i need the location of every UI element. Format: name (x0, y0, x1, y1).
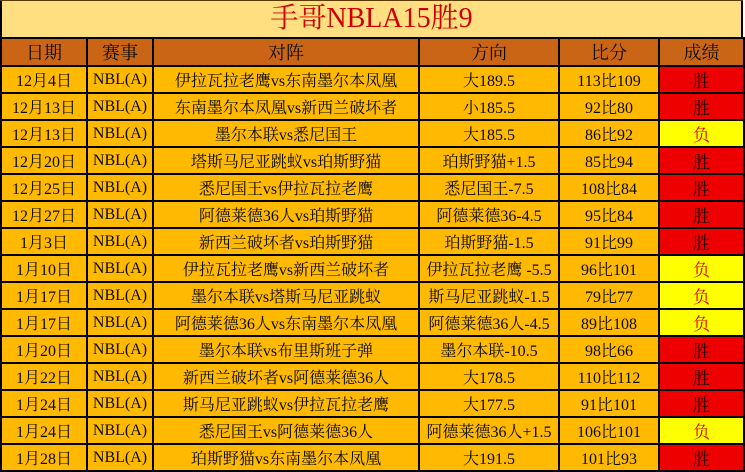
cell-matchup: 阿德莱德36人vs珀斯野猫 (153, 201, 419, 228)
table-row (1, 444, 744, 471)
cell-event: NBL(A) (87, 201, 153, 228)
cell-direction: 大177.5 (419, 390, 559, 417)
cell-matchup: 悉尼国王vs阿德莱德36人 (153, 417, 419, 444)
cell-event: NBL(A) (87, 390, 153, 417)
cell-score: 91比101 (559, 390, 659, 417)
cell-matchup: 墨尔本联vs布里斯班子弹 (153, 336, 419, 363)
cell-matchup: 斯马尼亚跳蚁vs伊拉瓦拉老鹰 (153, 390, 419, 417)
cell-direction: 珀斯野猫+1.5 (419, 147, 559, 174)
cell-event: NBL(A) (87, 282, 153, 309)
cell-score: 98比66 (559, 336, 659, 363)
cell-score: 108比84 (559, 174, 659, 201)
cell-date: 1月20日 (1, 336, 87, 363)
col-header-date: 日期 (1, 38, 87, 66)
cell-direction: 伊拉瓦拉老鹰 -5.5 (419, 255, 559, 282)
cell-event: NBL(A) (87, 255, 153, 282)
cell-date: 12月27日 (1, 201, 87, 228)
cell-date: 1月28日 (1, 444, 87, 471)
table-row (1, 336, 744, 363)
cell-event: NBL(A) (87, 93, 153, 120)
table-row (1, 201, 744, 228)
cell-direction: 悉尼国王-7.5 (419, 174, 559, 201)
cell-date: 1月22日 (1, 363, 87, 390)
cell-event: NBL(A) (87, 174, 153, 201)
table-row (1, 66, 744, 93)
cell-event: NBL(A) (87, 228, 153, 255)
cell-score: 101比93 (559, 444, 659, 471)
page-title: 手哥NBLA15胜9 (0, 1, 743, 37)
cell-direction: 大185.5 (419, 120, 559, 147)
cell-score: 106比101 (559, 417, 659, 444)
cell-date: 1月3日 (1, 228, 87, 255)
cell-result: 负 (659, 282, 744, 309)
cell-direction: 大191.5 (419, 444, 559, 471)
cell-date: 1月17日 (1, 282, 87, 309)
table-row (1, 390, 744, 417)
cell-direction: 阿德莱德36-4.5 (419, 201, 559, 228)
table-row (1, 255, 744, 282)
header-row (1, 38, 744, 66)
cell-matchup: 阿德莱德36人vs东南墨尔本凤凰 (153, 309, 419, 336)
cell-result: 胜 (659, 228, 744, 255)
cell-direction: 阿德莱德36人+1.5 (419, 417, 559, 444)
cell-matchup: 墨尔本联vs塔斯马尼亚跳蚁 (153, 282, 419, 309)
cell-event: NBL(A) (87, 120, 153, 147)
cell-event: NBL(A) (87, 363, 153, 390)
cell-date: 12月4日 (1, 66, 87, 93)
cell-score: 95比84 (559, 201, 659, 228)
col-header-event: 赛事 (87, 38, 153, 66)
cell-direction: 小185.5 (419, 93, 559, 120)
cell-score: 110比112 (559, 363, 659, 390)
cell-date: 12月13日 (1, 120, 87, 147)
cell-score: 89比108 (559, 309, 659, 336)
cell-result: 胜 (659, 201, 744, 228)
col-header-matchup: 对阵 (153, 38, 419, 66)
cell-result: 负 (659, 120, 744, 147)
cell-date: 1月24日 (1, 417, 87, 444)
results-table-body (1, 66, 744, 471)
cell-event: NBL(A) (87, 309, 153, 336)
table-row (1, 363, 744, 390)
cell-result: 胜 (659, 390, 744, 417)
cell-result: 胜 (659, 147, 744, 174)
cell-matchup: 墨尔本联vs悉尼国王 (153, 120, 419, 147)
cell-result: 胜 (659, 363, 744, 390)
cell-date: 1月10日 (1, 255, 87, 282)
table-row (1, 228, 744, 255)
cell-score: 86比92 (559, 120, 659, 147)
cell-result: 负 (659, 417, 744, 444)
table-row (1, 147, 744, 174)
cell-result: 胜 (659, 66, 744, 93)
cell-score: 85比94 (559, 147, 659, 174)
col-header-direction: 方向 (419, 38, 559, 66)
cell-date: 12月13日 (1, 93, 87, 120)
table-header (1, 38, 744, 66)
cell-result: 胜 (659, 174, 744, 201)
cell-score: 91比99 (559, 228, 659, 255)
cell-result: 胜 (659, 336, 744, 363)
cell-result: 负 (659, 255, 744, 282)
cell-score: 92比80 (559, 93, 659, 120)
cell-direction: 阿德莱德36人-4.5 (419, 309, 559, 336)
cell-result: 负 (659, 309, 744, 336)
cell-date: 1月24日 (1, 390, 87, 417)
cell-matchup: 新西兰破坏者vs阿德莱德36人 (153, 363, 419, 390)
cell-matchup: 悉尼国王vs伊拉瓦拉老鹰 (153, 174, 419, 201)
cell-date: 1月17日 (1, 309, 87, 336)
col-header-result: 成绩 (659, 38, 744, 66)
table-row (1, 309, 744, 336)
table-row (1, 120, 744, 147)
cell-matchup: 伊拉瓦拉老鹰vs东南墨尔本凤凰 (153, 66, 419, 93)
cell-event: NBL(A) (87, 66, 153, 93)
cell-event: NBL(A) (87, 336, 153, 363)
cell-direction: 斯马尼亚跳蚁-1.5 (419, 282, 559, 309)
col-header-score: 比分 (559, 38, 659, 66)
cell-score: 96比101 (559, 255, 659, 282)
cell-direction: 墨尔本联-10.5 (419, 336, 559, 363)
cell-matchup: 伊拉瓦拉老鹰vs新西兰破坏者 (153, 255, 419, 282)
cell-matchup: 塔斯马尼亚跳蚁vs珀斯野猫 (153, 147, 419, 174)
cell-event: NBL(A) (87, 147, 153, 174)
cell-score: 113比109 (559, 66, 659, 93)
cell-event: NBL(A) (87, 417, 153, 444)
cell-date: 12月25日 (1, 174, 87, 201)
cell-direction: 大178.5 (419, 363, 559, 390)
cell-score: 79比77 (559, 282, 659, 309)
cell-direction: 大189.5 (419, 66, 559, 93)
cell-matchup: 珀斯野猫vs东南墨尔本凤凰 (153, 444, 419, 471)
results-table (0, 37, 745, 472)
table-row (1, 417, 744, 444)
cell-matchup: 新西兰破坏者vs珀斯野猫 (153, 228, 419, 255)
cell-event: NBL(A) (87, 444, 153, 471)
cell-matchup: 东南墨尔本凤凰vs新西兰破坏者 (153, 93, 419, 120)
cell-direction: 珀斯野猫-1.5 (419, 228, 559, 255)
cell-result: 胜 (659, 444, 744, 471)
table-row (1, 282, 744, 309)
cell-result: 胜 (659, 93, 744, 120)
table-row (1, 174, 744, 201)
table-row (1, 93, 744, 120)
cell-date: 12月20日 (1, 147, 87, 174)
